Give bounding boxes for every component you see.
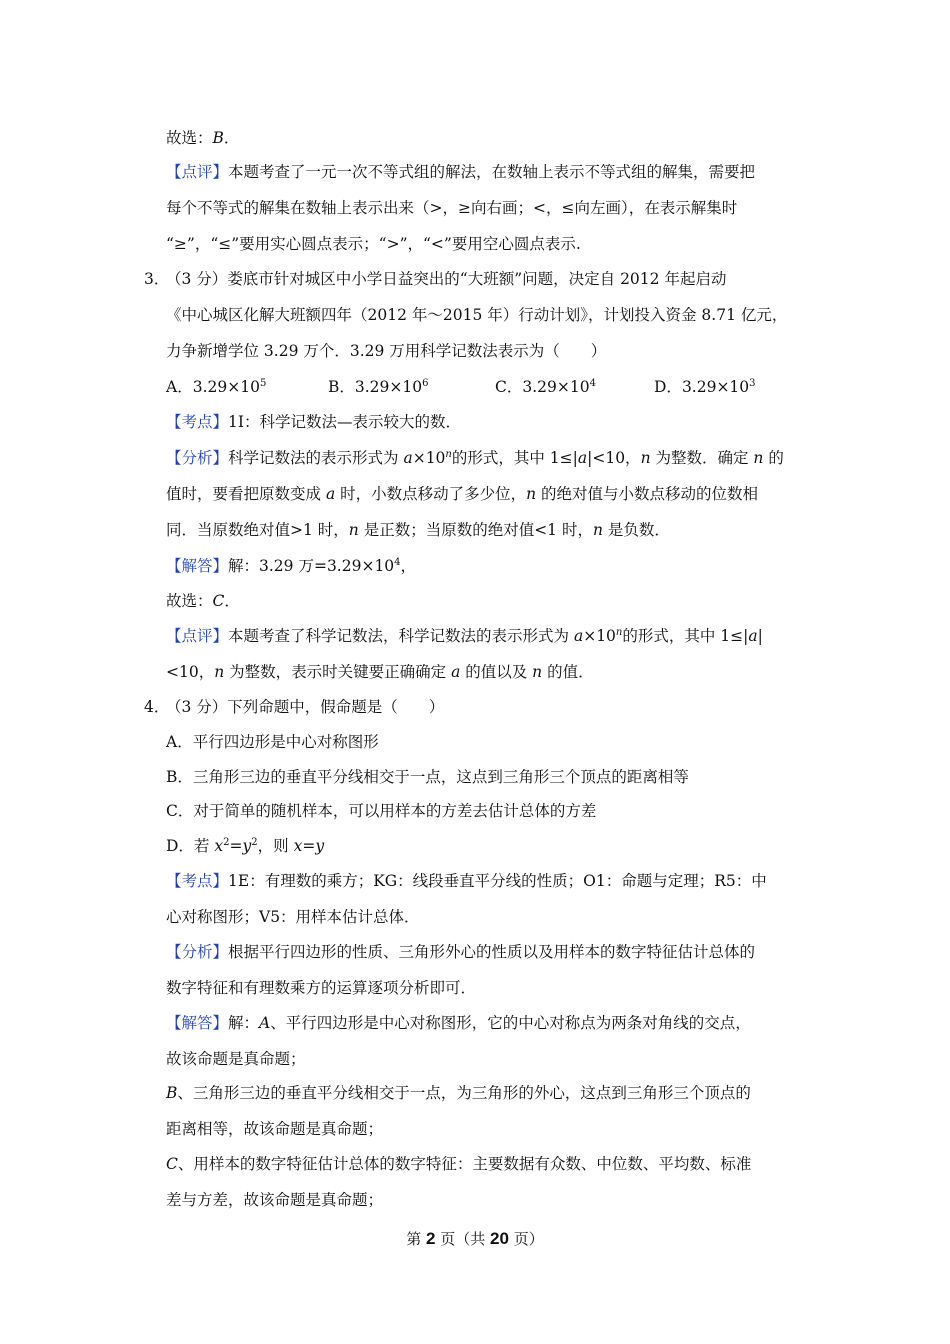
q3-fenxi-line-3: 同．当原数绝对值>1 时，n 是正数；当原数的绝对值<1 时，n 是负数． [166, 521, 670, 539]
dianping-tag: 【点评】 [166, 627, 229, 645]
q3-jieda: 【解答】解：3.29 万$=3.29\times 10^4$， [166, 557, 417, 575]
kaodian-tag: 【考点】 [166, 872, 229, 890]
q4-stem: （3 分）下列命题中，假命题是（ ） [166, 698, 445, 716]
page-number: 2 [426, 1229, 436, 1248]
q3-stem-line-1: （3 分）娄底市针对城区中小学日益突出的“大班额”问题，决定自 2012 年起启动 [166, 270, 727, 288]
q3-option-c: C．$3.29\times 10^4$ [495, 378, 596, 396]
q4-fenxi-line-1: 【分析】根据平行四边形的性质、三角形外心的性质以及用样本的数字特征估计总体的 [166, 943, 756, 961]
q4-kaodian-line-2: 心对称图形；V5：用样本估计总体． [166, 908, 420, 926]
q4-option-c: C．对于简单的随机样本，可以用样本的方差去估计总体的方差 [166, 802, 597, 820]
q4-fenxi-line-2: 数字特征和有理数乘方的运算逐项分析即可． [166, 979, 477, 997]
q3-number: 3． [144, 270, 170, 288]
page-total: 20 [490, 1229, 509, 1248]
jieda-tag: 【解答】 [166, 557, 229, 575]
q3-dianping-line-2: <10，n 为整数，表示时关键要正确确定 a 的值以及 n 的值． [166, 663, 594, 681]
q4-jieda-line-5: C、用样本的数字特征估计总体的数字特征：主要数据有众数、中位数、平均数、标准 [166, 1155, 752, 1173]
q3-fenxi-line-2: 值时，要看把原数变成 a 时，小数点移动了多少位，n 的绝对值与小数点移动的位数相 [166, 485, 759, 503]
q3-stem-line-3: 力争新增学位 3.29 万个．3.29 万用科学记数法表示为（ ） [166, 342, 607, 360]
q4-jieda-line-3: B、三角形三边的垂直平分线相交于一点，为三角形的外心，这点到三角形三个顶点的 [166, 1084, 751, 1102]
q4-jieda-line-6: 差与方差，故该命题是真命题； [166, 1191, 384, 1209]
q4-kaodian-line-1: 【考点】1E：有理数的乘方；KG：线段垂直平分线的性质；O1：命题与定理；R5：中 [166, 872, 767, 890]
fenxi-tag: 【分析】 [166, 449, 229, 467]
q4-jieda-line-2: 故该命题是真命题； [166, 1050, 306, 1068]
q4-option-a: A．平行四边形是中心对称图形 [166, 733, 379, 751]
q4-number: 4． [144, 698, 170, 716]
q3-stem-line-2: 《中心城区化解大班额四年（2012 年～2015 年）行动计划》，计划投入资金 8.71 亿元， [166, 306, 788, 324]
jieda-tag: 【解答】 [166, 1014, 229, 1032]
prev-review-line-2: 每个不等式的解集在数轴上表示出来（>，≥向右画；<，≤向左画），在表示解集时 [166, 199, 738, 217]
q3-dianping-line-1: 【点评】本题考查了科学记数法，科学记数法的表示形式为 $a\times 10^n$的形式，其中 1≤|a| [166, 627, 763, 645]
q3-option-a: A．$3.29\times 10^5$ [166, 378, 267, 396]
kaodian-tag: 【考点】 [166, 413, 229, 431]
fenxi-tag: 【分析】 [166, 943, 229, 961]
q3-answer-line: 故选：C． [166, 592, 240, 610]
prev-answer-line: 故选：B． [166, 129, 240, 147]
q4-option-d: D．若 $x^2=y^2$，则 x=y [166, 837, 325, 855]
q3-fenxi-line-1: 【分析】科学记数法的表示形式为 $a\times 10^n$的形式，其中 1≤|a|<10，n 为整数．确定 n 的 [166, 449, 784, 467]
prev-review-line-1: 【点评】本题考查了一元一次不等式组的解法，在数轴上表示不等式组的解集，需要把 [166, 163, 756, 181]
q3-option-d: D．$3.29\times 10^3$ [654, 378, 756, 396]
q4-jieda-line-4: 距离相等，故该命题是真命题； [166, 1120, 384, 1138]
page-footer: 第 2 页（共 20 页） [406, 1229, 544, 1248]
q4-option-b: B．三角形三边的垂直平分线相交于一点，这点到三角形三个顶点的距离相等 [166, 768, 689, 786]
q3-option-b: B．$3.29\times 10^6$ [328, 378, 429, 396]
q4-jieda-line-1: 【解答】解：A、平行四边形是中心对称图形，它的中心对称点为两条对角线的交点， [166, 1014, 751, 1032]
prev-review-line-3: “≥”，“≤”要用实心圆点表示；“>”，“<”要用空心圆点表示. [166, 235, 581, 253]
q3-kaodian: 【考点】1I：科学记数法—表示较大的数． [166, 413, 462, 431]
review-tag: 【点评】 [166, 163, 229, 181]
